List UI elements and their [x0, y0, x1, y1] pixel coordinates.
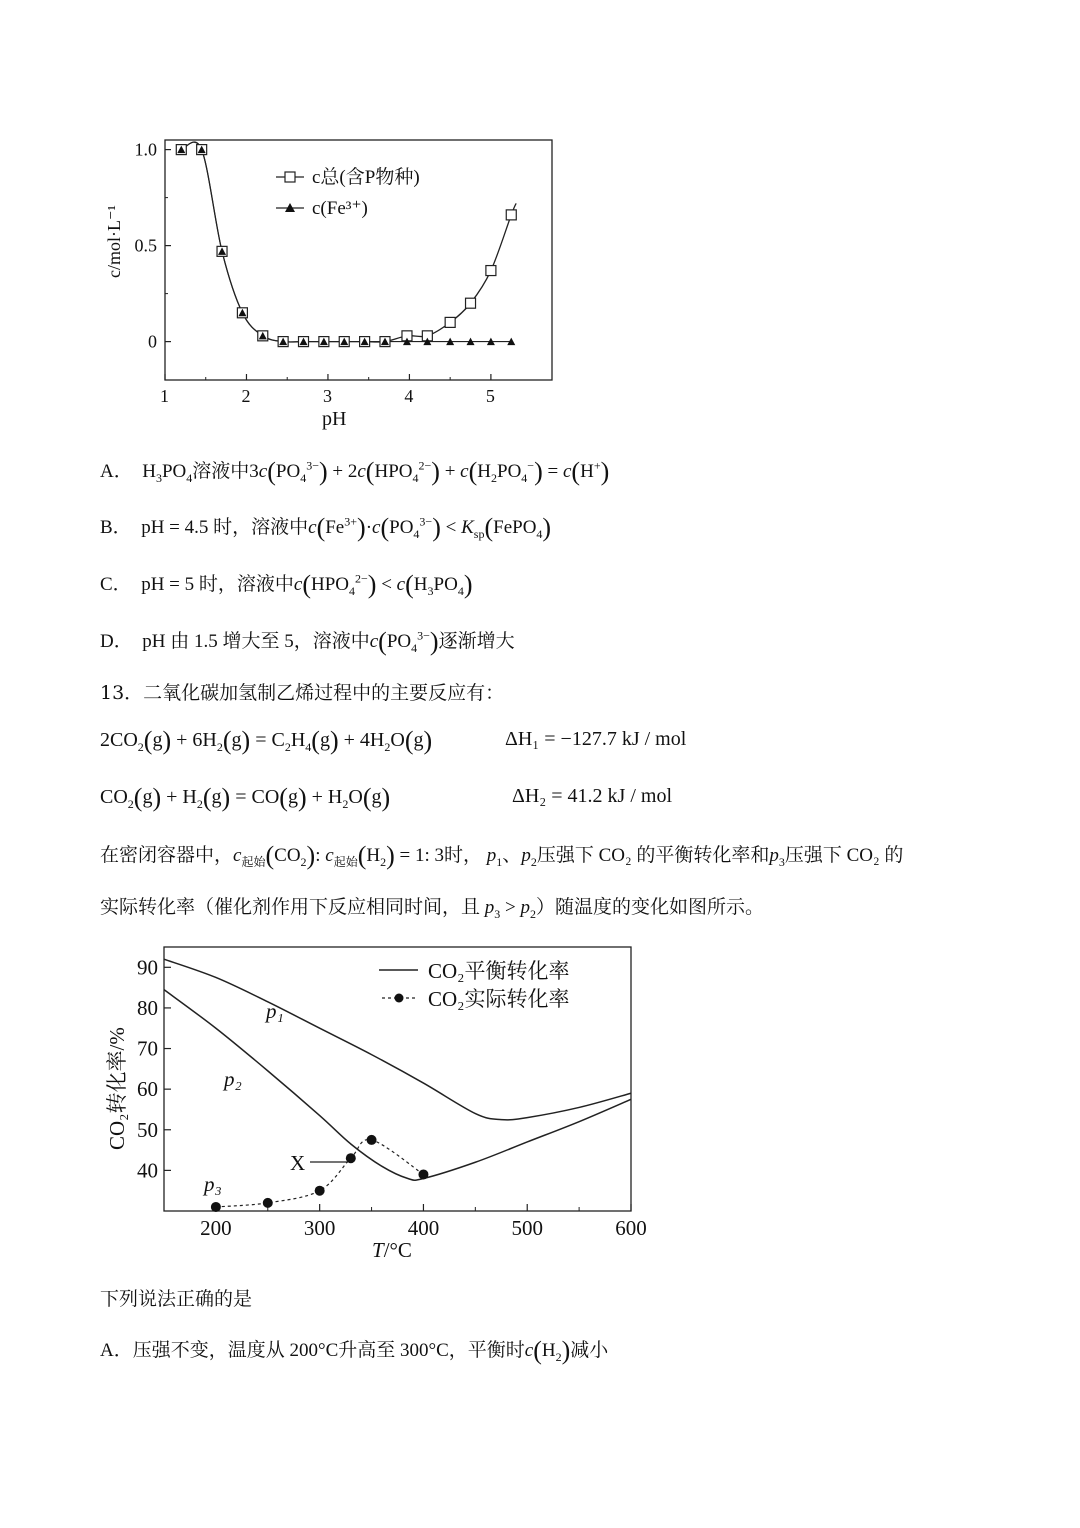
chart2-xtick-label: 300 [303, 1216, 336, 1240]
p3-point [263, 1198, 273, 1208]
legend-equilibrium-label: CO₂平衡转化率 [428, 959, 570, 983]
total-point [486, 266, 496, 276]
option-b: B． pH = 4.5 时，溶液中$c(Fe^{3+})\cdot c(PO_4^{3-})$ < $K_{sp}(FePO_4)$ [100, 513, 552, 542]
reaction-2-enthalpy: ΔH₂ = 41.2 kJ / mol [512, 785, 673, 807]
chart2-ylabel: CO₂转化率/% [105, 1027, 129, 1150]
legend-total-label: c总(含P物种) [312, 167, 420, 188]
curve-label-p1: p₁ [266, 999, 284, 1023]
annotation-x: X [290, 1151, 306, 1175]
chart1-xlabel: pH [322, 408, 347, 430]
chart2-ytick-label: 60 [137, 1077, 158, 1102]
option-a: A． $H_3PO_4$溶液中$3c(PO_4^{3-}) + 2c(HPO_4^{2-}) + c(H_2PO_4^-) = c(H^+)$ [100, 457, 610, 486]
option-d: D． pH 由 1.5 增大至 5，溶液中$c(PO_4^{3-})$逐渐增大 [100, 627, 515, 656]
legend-fe-label: c(Fe³⁺) [312, 198, 368, 219]
condition-line-1: 在密闭容器中，$c_{起始}(CO_2)$: $c_{起始}(H_2) = 1$: 3时， $p_1$、$p_2$压强下 CO₂ 的平衡转化率和$p_3$压强下 CO₂ 的 [100, 841, 904, 870]
curve-label-p2: p₂ [224, 1067, 242, 1091]
option-c: C． pH = 5 时，溶液中$c(HPO_4^{2-}) < c(H_3PO_4)$ [100, 570, 473, 599]
chart2-xtick-label: 500 [511, 1216, 543, 1240]
chart1-ytick-label: 0.5 [134, 235, 157, 256]
total-point [466, 298, 476, 308]
chart1-xtick-label: 5 [485, 386, 495, 406]
chart1-ytick-label: 1.0 [134, 139, 157, 160]
chart2-ytick-label: 50 [137, 1117, 158, 1142]
chart1-xtick-label: 2 [241, 386, 251, 406]
total-point [445, 317, 455, 327]
p3-point [367, 1135, 377, 1145]
total-point [506, 210, 516, 220]
chart1-xtick-label: 4 [404, 386, 414, 406]
series-p1-line [164, 959, 631, 1120]
phosphate-iron-chart [0, 0, 1080, 440]
chart1-ylabel: c/mol·L⁻¹ [104, 205, 124, 278]
series-p3-line [216, 1140, 424, 1207]
co2-conversion-chart [0, 930, 1080, 1275]
reaction-1-enthalpy: ΔH₁ = −127.7 kJ / mol [505, 728, 687, 750]
reaction-1: $2CO_2(g) + 6H_2(g) = C_2H_4(g) + 4H_2O(g)$ [100, 726, 433, 755]
chart2-legend [379, 959, 570, 1011]
chart1-xtick-label: 3 [322, 386, 332, 406]
chart2-ytick-label: 90 [137, 955, 158, 980]
chart2-ytick-label: 80 [137, 995, 158, 1020]
curve-label-p3: p₃ [204, 1172, 222, 1196]
question-prompt: 下列说法正确的是 [100, 1288, 253, 1310]
chart2-xtick-label: 200 [200, 1216, 232, 1240]
chart2-ytick-label: 70 [137, 1036, 158, 1061]
legend-actual-label: CO₂实际转化率 [428, 987, 570, 1011]
chart1-xtick-label: 1 [160, 386, 169, 406]
p3-point [315, 1186, 325, 1196]
chart2-xtick-label: 400 [407, 1216, 440, 1240]
chart1-legend [276, 166, 420, 219]
condition-line-2: 实际转化率（催化剂作用下反应相同时间，且 $p_3 > p_2$）随温度的变化如图所示。 [100, 897, 764, 921]
chart2-ytick-label: 40 [137, 1158, 158, 1183]
reaction-2: $CO_2(g) + H_2(g) = CO(g) + H_2O(g)$ [100, 783, 391, 812]
chart1-ytick-label: 0 [148, 331, 157, 352]
chart2-xlabel: T/°C [372, 1238, 412, 1262]
answer-a: A．压强不变，温度从 200°C升高至 300°C，平衡时$c(H_2)$减小 [100, 1336, 609, 1365]
question-13: 13．二氧化碳加氢制乙烯过程中的主要反应有： [100, 682, 505, 704]
p3-point [211, 1202, 221, 1212]
chart2-xtick-label: 600 [615, 1216, 647, 1240]
p3-point [418, 1169, 428, 1179]
